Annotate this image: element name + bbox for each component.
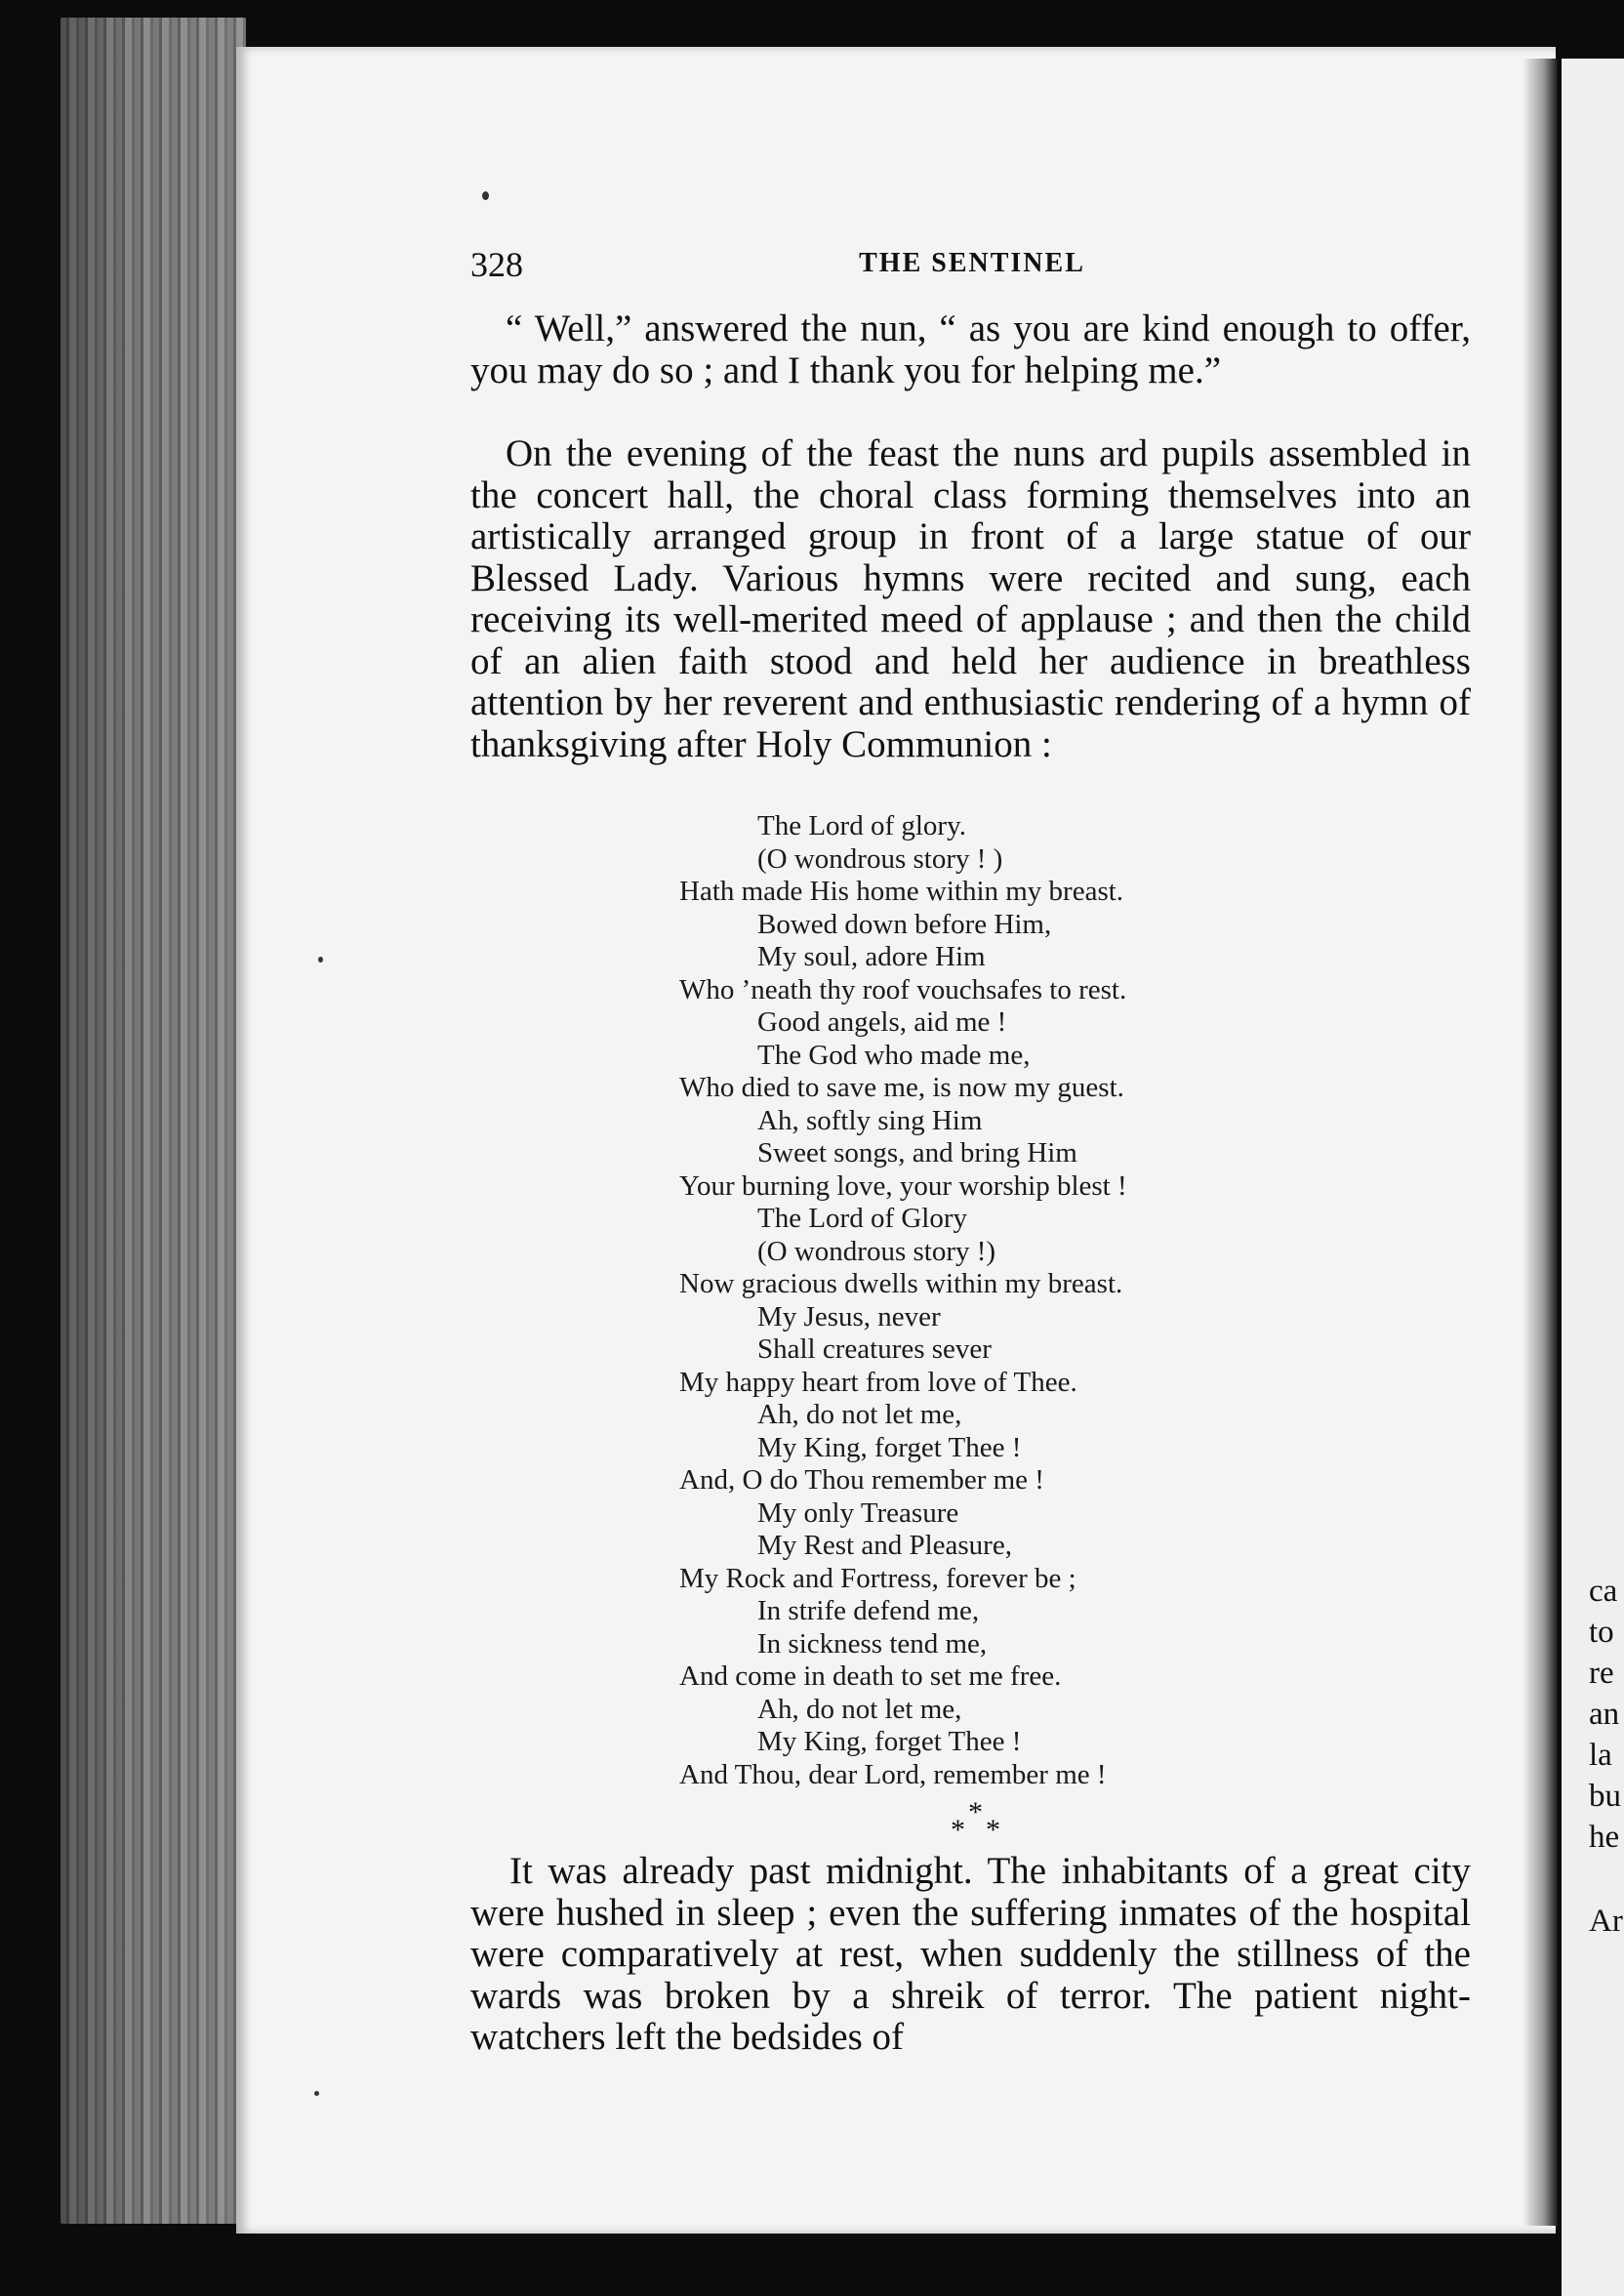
facing-page-line: re xyxy=(1589,1656,1614,1691)
poem-line: And Thou, dear Lord, remember me ! xyxy=(679,1758,1107,1790)
poem-line: My Jesus, never xyxy=(757,1300,941,1332)
scan-speck xyxy=(482,191,489,200)
poem-line: In strife defend me, xyxy=(757,1595,980,1626)
poem-line: (O wondrous story !) xyxy=(757,1235,996,1267)
asterism-star: * xyxy=(951,1814,965,1846)
poem-line: (O wondrous story ! ) xyxy=(757,842,1003,875)
poem-line: Shall creatures sever xyxy=(757,1333,992,1365)
poem-line: My soul, adore Him xyxy=(757,941,986,972)
poem-line: Your burning love, your worship blest ! xyxy=(679,1169,1127,1202)
page-edges-shading xyxy=(61,18,246,2224)
page-number: 328 xyxy=(470,245,523,284)
facing-page-line: la xyxy=(1589,1738,1612,1773)
poem-line: Hath made His home within my breast. xyxy=(679,876,1124,907)
scan-speck xyxy=(314,2091,319,2096)
facing-page-line: an xyxy=(1589,1697,1620,1732)
poem-line: My only Treasure xyxy=(757,1496,959,1529)
paragraph-feast: On the evening of the feast the nuns ard pupils assembled in the concert hall, the choral class forming themselves into an artistically arranged group in front of a large statue of our Blessed Lady. Various hymns were recited and sung, each receiving its well-merited meed of applause ; and then the child of an alien faith stood and held her audience in breathless attention by her reverent and enthusiastic rendering of a hymn of thanksgiving after Holy Communion : xyxy=(470,432,1471,765)
asterism-star: * xyxy=(968,1796,983,1828)
paragraph-dialogue: “ Well,” answered the nun, “ as you are kind enough to offer, you may do so ; and I thank you for helping me.” xyxy=(470,308,1471,391)
poem-line: And, O do Thou remember me ! xyxy=(679,1464,1044,1496)
facing-page-line: to xyxy=(1589,1615,1614,1650)
poem-line: My happy heart from love of Thee. xyxy=(679,1366,1077,1398)
facing-page-line: bu xyxy=(1589,1779,1621,1814)
poem-line: And come in death to set me free. xyxy=(679,1660,1062,1692)
poem-line: My Rest and Pleasure, xyxy=(757,1530,1012,1561)
poem-line: Ah, softly sing Him xyxy=(757,1104,983,1136)
facing-page-line: Ar xyxy=(1589,1904,1623,1939)
poem-line: My King, forget Thee ! xyxy=(757,1431,1022,1463)
running-head: THE SENTINEL xyxy=(859,248,1085,278)
poem-line: Bowed down before Him, xyxy=(757,908,1052,940)
book-gutter xyxy=(1522,59,1558,2226)
poem-line: In sickness tend me, xyxy=(757,1627,988,1660)
poem-line: Ah, do not let me, xyxy=(757,1693,962,1725)
poem-line: My King, forget Thee ! xyxy=(757,1726,1022,1757)
poem-line: Sweet songs, and bring Him xyxy=(757,1137,1077,1168)
page-header xyxy=(470,244,1474,293)
poem-line: Who died to save me, is now my guest. xyxy=(679,1072,1124,1103)
poem-line: The God who made me, xyxy=(757,1039,1031,1071)
poem-line: The Lord of Glory xyxy=(757,1203,968,1234)
hymn-poem xyxy=(679,810,1323,1791)
section-break-asterism xyxy=(927,1796,1044,1855)
poem-line: My Rock and Fortress, forever be ; xyxy=(679,1562,1076,1594)
poem-line: Ah, do not let me, xyxy=(757,1399,962,1430)
facing-page-fragment xyxy=(1562,59,1624,2296)
poem-line: Good angels, aid me ! xyxy=(757,1006,1007,1038)
poem-line: Who ’neath thy roof vouchsafes to rest. xyxy=(679,973,1127,1005)
asterism-star: * xyxy=(986,1814,1000,1846)
poem-line: Now gracious dwells within my breast. xyxy=(679,1268,1123,1299)
scan-speck xyxy=(318,957,323,963)
facing-page-line: he xyxy=(1589,1820,1620,1855)
paragraph-midnight: It was already past midnight. The inhabitants of a great city were hushed in sleep ; even the suffering inmates of the hospital were comparatively at rest, when suddenly the stillness of the wards was broken by a shreik of terror. The patient night-watchers left the bedsides of xyxy=(470,1850,1471,2058)
facing-page-line: ca xyxy=(1589,1574,1618,1609)
poem-line: The Lord of glory. xyxy=(757,810,966,841)
